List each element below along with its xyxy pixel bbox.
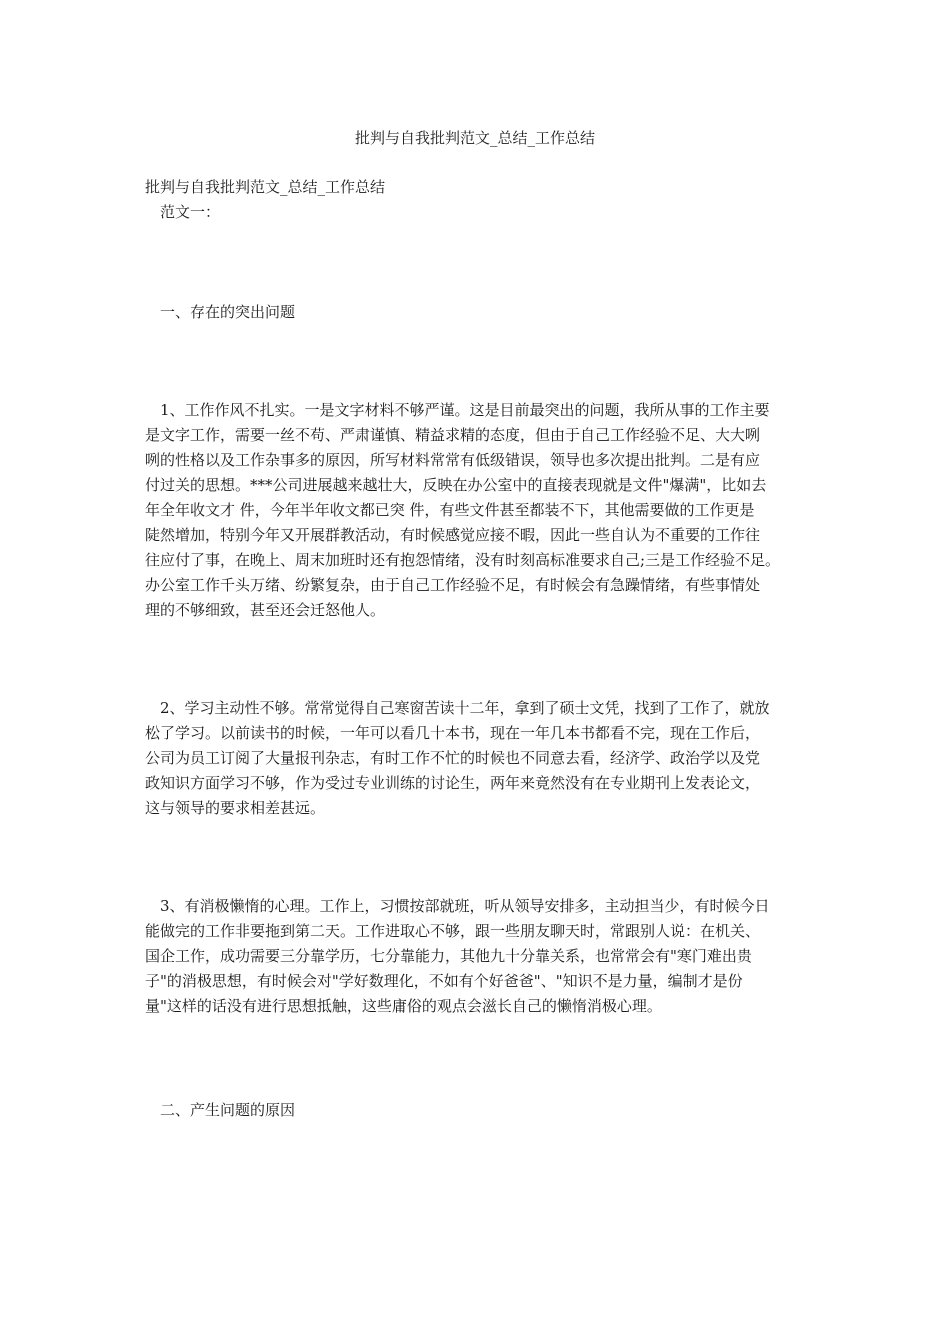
section-heading-1: 一、存在的突出问题 xyxy=(160,303,296,321)
paragraph-line: 松了学习。以前读书的时候，一年可以看几十本书，现在一年几本书都看不完，现在工作后， xyxy=(145,724,761,742)
paragraph-3 xyxy=(145,894,815,1019)
document-title: 批判与自我批判范文_总结_工作总结 xyxy=(354,129,595,147)
paragraph-line: 政知识方面学习不够，作为受过专业训练的讨论生，两年来竟然没有在专业期刊上发表论文， xyxy=(145,774,761,792)
paragraph-line: 付过关的思想。***公司进展越来越壮大，反映在办公室中的直接表现就是文件"爆满"，比如去 xyxy=(145,476,767,494)
paragraph-2 xyxy=(145,696,815,821)
paragraph-line: 能做完的工作非要拖到第二天。工作进取心不够，跟一些朋友聊天时，常跟别人说：在机关、 xyxy=(145,922,761,940)
section-heading-2: 二、产生问题的原因 xyxy=(160,1101,296,1119)
paragraph-line: 咧的性格以及工作杂事多的原因，所写材料常常有低级错误，领导也多次提出批判。二是有应 xyxy=(145,451,761,469)
paragraph-line: 2、学习主动性不够。常常觉得自己寒窗苦读十二年，拿到了硕士文凭，找到了工作了，就放 xyxy=(160,699,770,717)
document-subtitle: 批判与自我批判范文_总结_工作总结 xyxy=(145,178,386,196)
paragraph-line: 年全年收文才 件，今年半年收文都已突 件，有些文件甚至都装不下，其他需要做的工作更是 xyxy=(145,501,755,519)
paragraph-line: 是文字工作，需要一丝不苟、严肃谨慎、精益求精的态度，但由于自己工作经验不足、大大咧 xyxy=(145,426,761,444)
paragraph-line: 量"这样的话没有进行思想抵触，这些庸俗的观点会滋长自己的懒惰消极心理。 xyxy=(145,997,662,1015)
example-label: 范文一： xyxy=(160,203,221,221)
paragraph-line: 这与领导的要求相差甚远。 xyxy=(145,799,326,817)
paragraph-line: 3、有消极懒惰的心理。工作上，习惯按部就班，听从领导安排多，主动担当少，有时候今日 xyxy=(160,897,770,915)
paragraph-line: 公司为员工订阅了大量报刊杂志，有时工作不忙的时候也不同意去看，经济学、政治学以及党 xyxy=(145,749,761,767)
paragraph-line: 国企工作，成功需要三分靠学历，七分靠能力，其他九十分靠关系，也常常会有"寒门难出贵 xyxy=(145,947,752,965)
paragraph-line: 陡然增加，特别今年又开展群教活动，有时候感觉应接不暇，因此一些自认为不重要的工作往 xyxy=(145,526,761,544)
paragraph-line: 子"的消极思想，有时候会对"学好数理化，不如有个好爸爸"、"知识不是力量，编制才是份 xyxy=(145,972,743,990)
paragraph-line: 办公室工作千头万绪、纷繁复杂，由于自己工作经验不足，有时候会有急躁情绪，有些事情处 xyxy=(145,576,761,594)
paragraph-line: 往应付了事，在晚上、周末加班时还有抱怨情绪，没有时刻高标准要求自己;三是工作经验不足。 xyxy=(145,551,781,569)
paragraph-line: 1、工作作风不扎实。一是文字材料不够严谨。这是目前最突出的问题，我所从事的工作主要 xyxy=(160,401,770,419)
paragraph-1 xyxy=(145,398,815,623)
paragraph-line: 理的不够细致，甚至还会迁怒他人。 xyxy=(145,601,386,619)
